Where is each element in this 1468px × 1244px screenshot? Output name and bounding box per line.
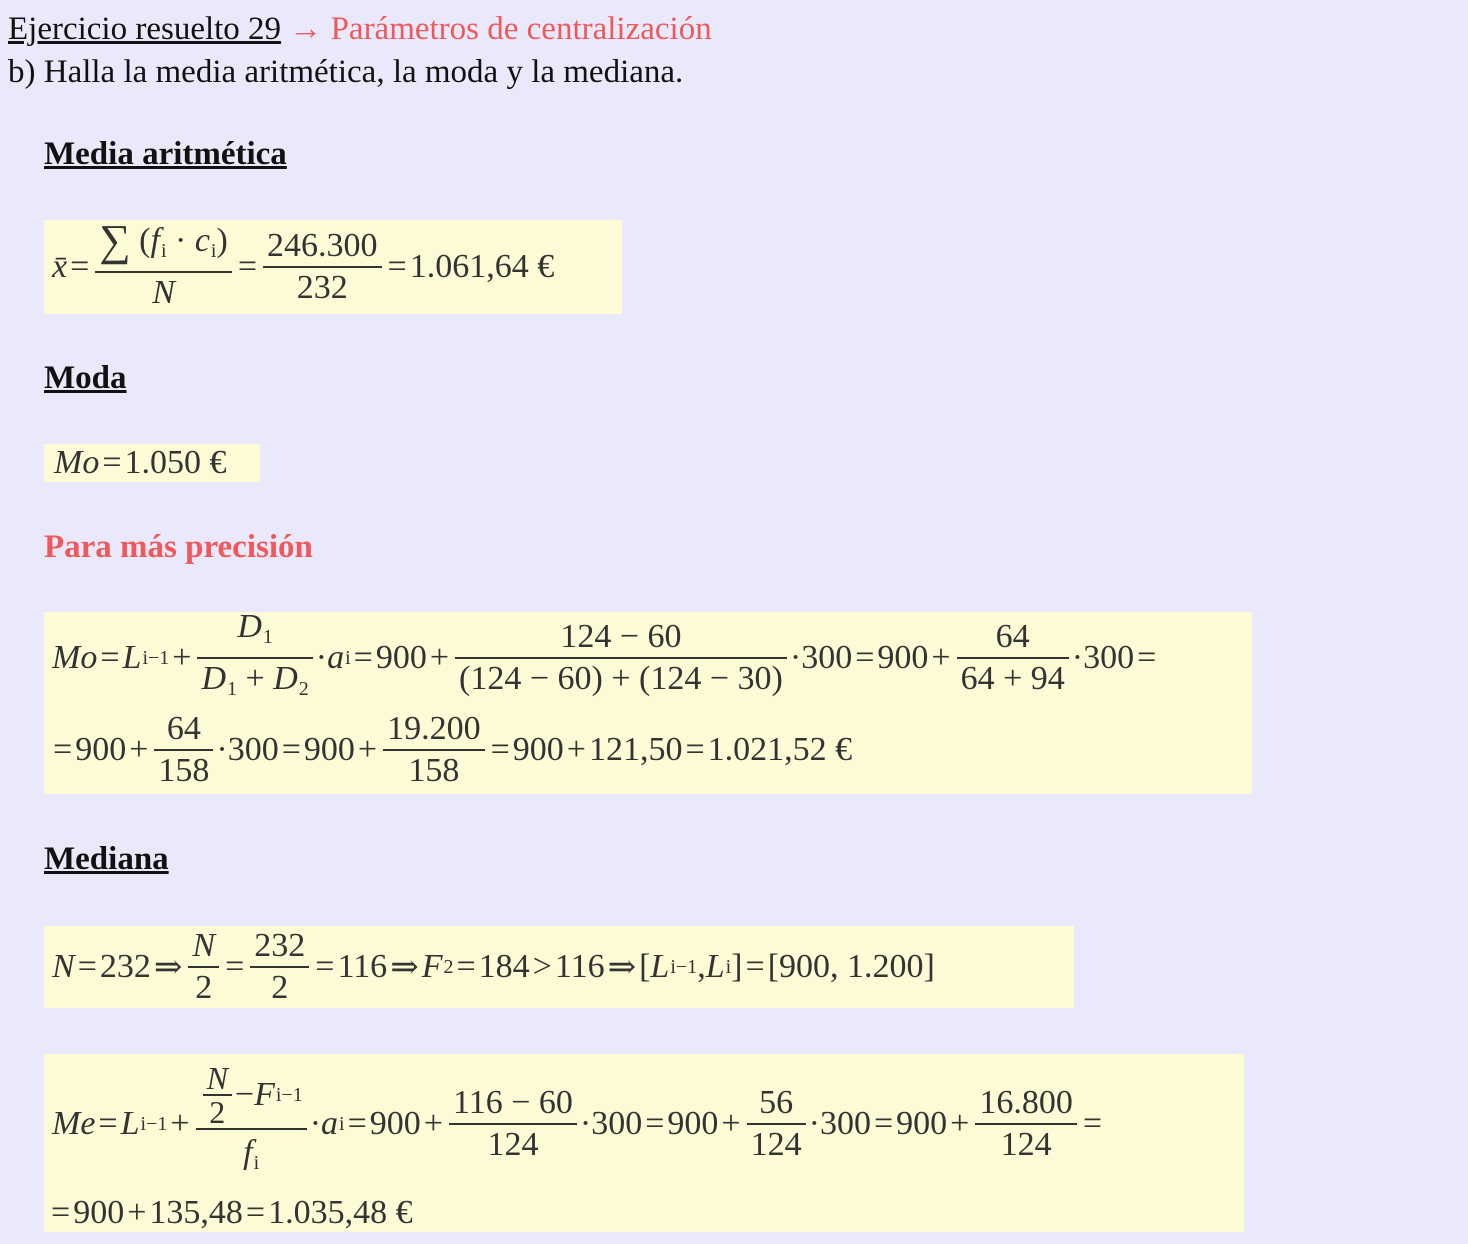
median-formula-box	[44, 1054, 1244, 1232]
section-mediana-heading: Mediana	[44, 841, 169, 877]
mean-sum-den: N	[152, 274, 175, 311]
mode-f2-den: 64 + 94	[960, 660, 1065, 697]
section-precision-heading: Para más precisión	[44, 529, 313, 565]
median-f3-den: 124	[1000, 1126, 1052, 1163]
mode-result: 1.050 €	[124, 444, 227, 481]
median-part: 135,48	[149, 1194, 243, 1231]
mode-formula: Mo = 1.050 €	[54, 444, 227, 481]
mode-f4-num: 19.200	[387, 710, 481, 747]
mode-part: 121,50	[588, 731, 683, 768]
median-half-fraction	[250, 926, 309, 1008]
mode-base: 900	[375, 639, 427, 676]
mean-formula-box	[44, 216, 622, 314]
mean-num: 246.300	[267, 227, 378, 264]
mode-f4-den: 158	[408, 752, 460, 789]
median-F2: 184	[478, 948, 530, 985]
median-f3-num: 16.800	[979, 1084, 1073, 1121]
median-f2-den: 124	[750, 1126, 802, 1163]
median-f2-fraction	[747, 1083, 806, 1165]
median-interval: N = 232 ⇒ $\frac{N}{2}$ = $\frac{232}{2}$ = 116 ⇒ F 2 = 184 > 116 ⇒ [ L i−1 , L i ] = [900, 1.200]	[52, 927, 935, 1006]
mode-mult-2: 300	[227, 731, 279, 768]
exercise-link[interactable]: Ejercicio resuelto 29	[8, 11, 282, 47]
mode-f4-fraction	[383, 709, 485, 791]
mode-mult-1: 300	[801, 639, 853, 676]
median-formula-line-2: = 900 + 135,48 = 1.035,48 €	[51, 1194, 413, 1231]
section-media-heading: Media aritmética	[44, 136, 287, 172]
median-half: 116	[337, 948, 388, 985]
median-mult: 300	[591, 1105, 643, 1142]
median-main-fraction: $\frac{N}{2}$ − F i−1 $f_i$	[196, 1062, 307, 1186]
median-symbol: Me	[52, 1105, 96, 1142]
mode-formula-box	[44, 444, 260, 482]
median-base: 900	[369, 1105, 421, 1142]
mode-precise-line-1: Mo = L i−1 + $\frac{D_1}{D_1 + D_2}$ · a i = 900 + $\frac{124 - 60}{(124 - 60) + (124 - 30)}$ · 300 = 900 + $\frac{64}{64 + 94}$ · 300 =	[52, 614, 1159, 702]
exercise-header	[8, 8, 712, 50]
median-N: 232	[99, 948, 151, 985]
median-formula-line-1: Me = L i−1 + $\frac{N}{2}$ − F i−1 $f_i$ · a i = 900 + $\frac{116 - 60}{124}$ · 300 = 900 + $\frac{56}{124}$ · 300 = 900 + $\frac{16.800}{124}$ =	[52, 1056, 1105, 1192]
median-half-num: 232	[254, 927, 306, 964]
mode-precise-result: 1.021,52 €	[707, 731, 853, 768]
mode-f3-den: 158	[158, 752, 210, 789]
mean-formula: x̄ = $\frac{\sum (f_i \cdot c_i)}{N}$ = $\frac{246.300}{232}$ = 1.061,64 €	[52, 216, 555, 311]
median-f2-num: 56	[759, 1084, 794, 1121]
mean-value-fraction	[263, 226, 382, 308]
median-result: 1.035,48 €	[268, 1194, 413, 1231]
median-f3-fraction	[975, 1083, 1077, 1165]
mode-precise-box	[44, 608, 1252, 794]
mean-symbol: x̄	[52, 248, 68, 285]
mode-symbol: Mo	[54, 444, 100, 481]
median-half-symbolic: $\frac{N}{2}$	[188, 926, 219, 1008]
mode-precise-line-2: = 900 + $\frac{64}{158}$ · 300 = 900 + $\frac{19.200}{158}$ = 900 + 121,50 = 1.021,52 €	[53, 710, 853, 789]
mode-f2-num: 64	[995, 618, 1030, 655]
mode-precise-symbol: Mo	[52, 639, 98, 676]
median-interval-value: [900, 1.200]	[767, 948, 935, 985]
section-moda-heading: Moda	[44, 360, 127, 396]
median-f1-den: 124	[487, 1126, 539, 1163]
topic-link[interactable]: Parámetros de centralización	[330, 11, 712, 47]
mode-f3-num: 64	[166, 710, 201, 747]
mode-f3-fraction	[154, 709, 213, 791]
mean-result: 1.061,64 €	[409, 248, 555, 285]
median-half-den: 2	[271, 969, 289, 1006]
mean-sum-fraction: $\frac{\sum (f_i \cdot c_i)}{N}$	[95, 221, 232, 313]
mode-f1-den: (124 − 60) + (124 − 30)	[459, 660, 783, 697]
mode-d-fraction: $\frac{D_1}{D_1 + D_2}$	[197, 607, 312, 709]
median-f1-num: 116 − 60	[452, 1084, 573, 1121]
arrow-glyph: →	[289, 11, 323, 47]
median-interval-box	[44, 926, 1074, 1008]
mean-den: 232	[296, 269, 348, 306]
median-cmp: 116	[554, 948, 605, 985]
mode-f1-num: 124 − 60	[560, 618, 682, 655]
median-f1-fraction	[449, 1083, 577, 1165]
mode-f2-fraction	[957, 617, 1069, 699]
mode-f1-fraction	[455, 617, 787, 699]
task-statement: b) Halla la media aritmética, la moda y la mediana.	[8, 54, 684, 90]
